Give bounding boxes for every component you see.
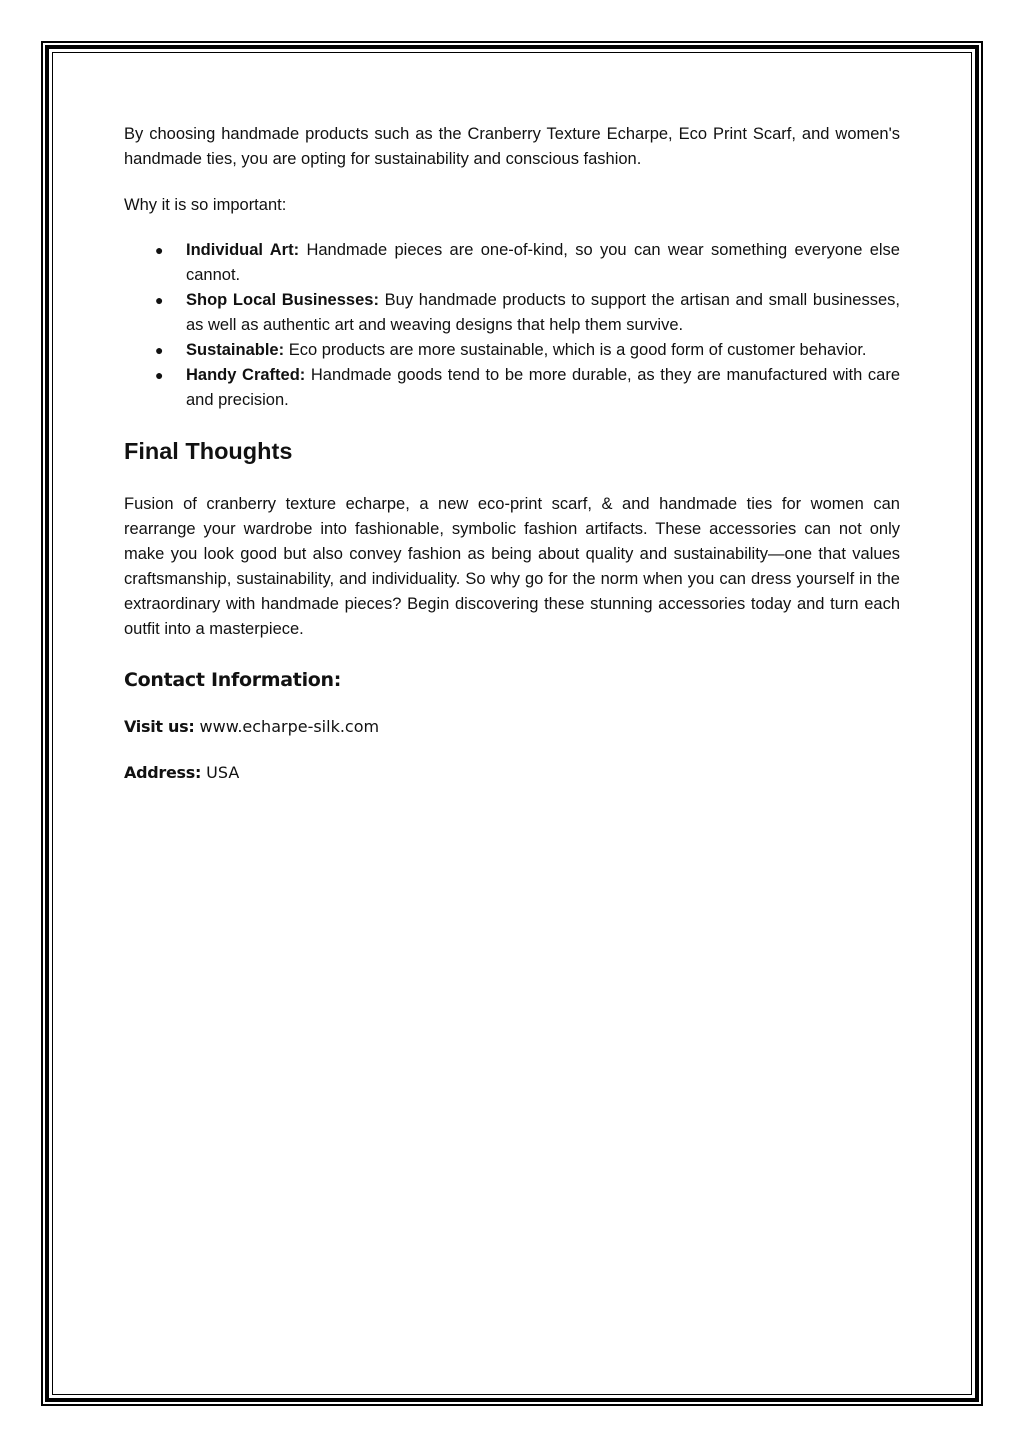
website-link[interactable]: www.echarpe-silk.com	[199, 717, 380, 736]
bullet-text: Handmade pieces are one-of-kind, so you can wear something everyone else cannot.	[186, 241, 900, 284]
list-item	[124, 238, 900, 288]
bullet-icon: ●	[155, 367, 164, 383]
bullet-text: Eco products are more sustainable, which is a good form of customer behavior.	[288, 341, 867, 359]
bullet-icon: ●	[155, 242, 164, 258]
bullet-text: Handmade goods tend to be more durable, as they are manufactured with care and precision.	[186, 366, 900, 409]
bullet-icon: ●	[155, 292, 164, 308]
bullet-label: Handy Crafted:	[186, 366, 306, 384]
benefits-list	[124, 238, 900, 413]
list-item	[124, 363, 900, 413]
bullet-label: Individual Art:	[186, 241, 300, 259]
list-item	[124, 338, 900, 363]
address-label: Address:	[124, 763, 202, 782]
address-value: USA	[206, 763, 240, 782]
bullet-label: Shop Local Businesses:	[186, 291, 379, 309]
intro-paragraph: By choosing handmade products such as the Cranberry Texture Echarpe, Eco Print Scarf, and women's handmade ties, you are opting for sustainability and conscious fashion.	[124, 125, 900, 168]
website-label: Visit us:	[124, 717, 195, 736]
contact-heading: Contact Information:	[124, 669, 342, 691]
final-thoughts-heading: Final Thoughts	[124, 438, 293, 464]
bullet-label: Sustainable:	[186, 341, 285, 359]
document-body	[124, 120, 900, 785]
contact-address	[124, 761, 900, 785]
contact-website	[124, 715, 900, 739]
why-heading: Why it is so important:	[124, 196, 287, 214]
final-paragraph: Fusion of cranberry texture echarpe, a new eco-print scarf, & and handmade ties for women can rearrange your wardrobe into fashionable, symbolic fashion artifacts. These accessories can not only make you look good but also convey fashion as being about quality and sustainability—one that values craftsmanship, sustainability, and individuality. So why go for the norm when you can dress yourself in the extraordinary with handmade pieces? Begin discovering these stunning accessories today and turn each outfit into a masterpiece.	[124, 495, 900, 638]
bullet-icon: ●	[155, 342, 164, 358]
bullet-text: Buy handmade products to support the artisan and small businesses, as well as authentic art and weaving designs that help them survive.	[186, 291, 900, 334]
list-item	[124, 288, 900, 338]
